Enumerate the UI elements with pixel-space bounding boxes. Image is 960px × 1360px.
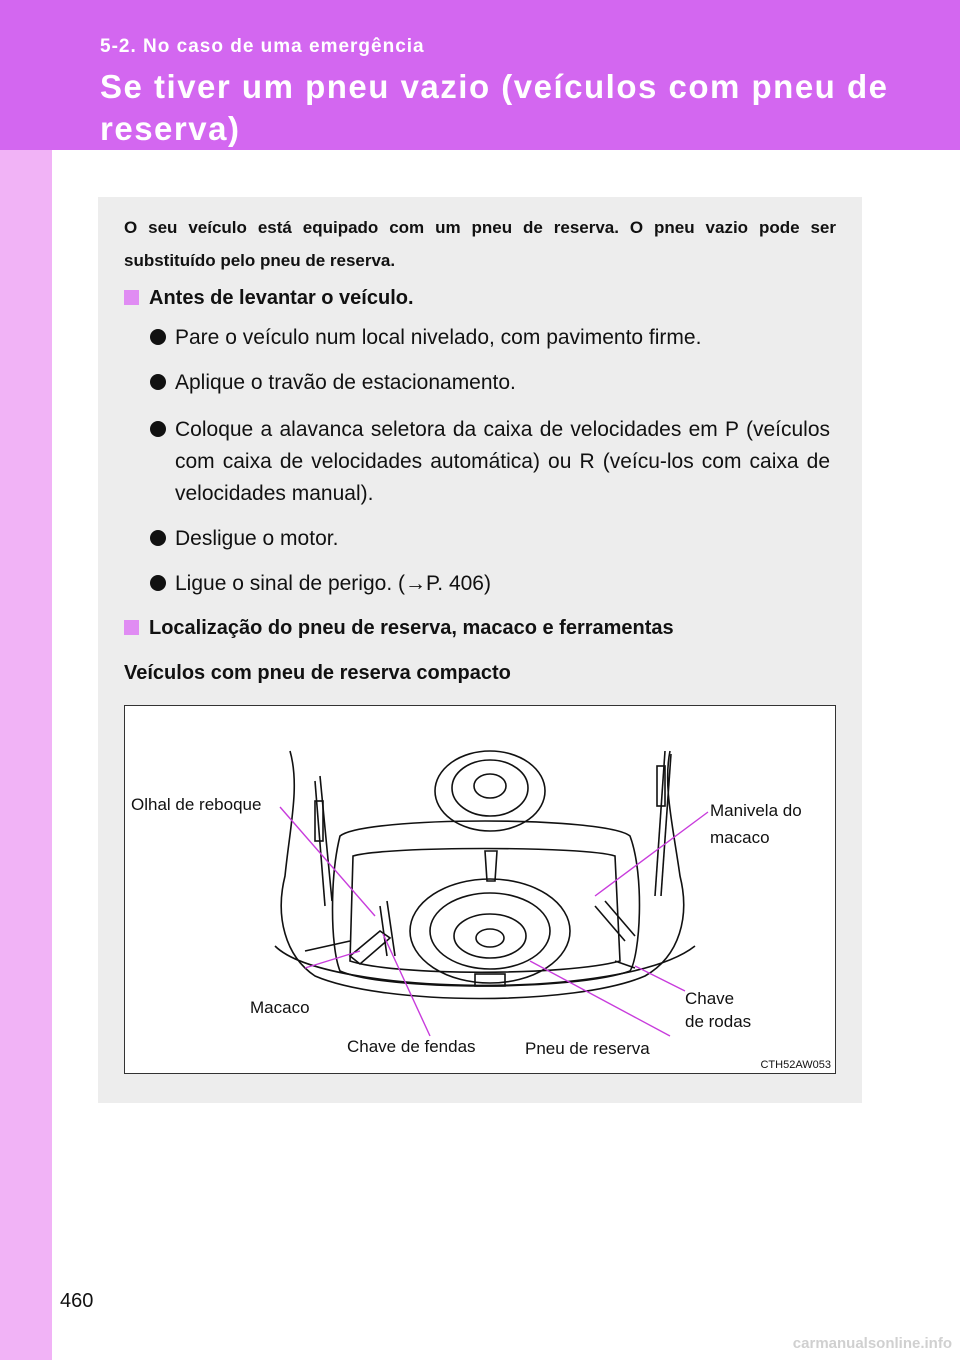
bullet-item: Desligue o motor. [150, 523, 830, 555]
figure-code: CTH52AW053 [760, 1059, 831, 1071]
label-spare-tire: Pneu de reserva [525, 1039, 650, 1058]
intro-paragraph: O seu veículo está equipado com um pneu de reserva. O pneu vazio pode ser substituído pelo pneu de reserva. [124, 218, 836, 270]
label-wheel-wrench-line1: Chave [685, 989, 735, 1008]
left-margin-strip [0, 150, 52, 1360]
label-jack: Macaco [250, 998, 310, 1017]
page-title: Se tiver um pneu vazio (veículos com pneu de reserva) [100, 68, 889, 147]
watermark: carmanualsonline.info [792, 1335, 952, 1352]
label-jack-handle-line1: Manivela do [710, 801, 802, 820]
label-tow-eye: Olhal de reboque [131, 795, 262, 814]
bullet-item: Pare o veículo num local nivelado, com pavimento firme. [150, 322, 830, 354]
subheading-compact-spare: Veículos com pneu de reserva compacto [124, 662, 511, 684]
bullet-item: Ligue o sinal de perigo. (→P. 406) [150, 568, 830, 600]
bullet-item-multiline: Coloque a alavanca seletora da caixa de velocidades em P (veículos com caixa de velocidades automática) ou R (veícu-los com caixa de velocidades manual). [150, 414, 830, 510]
label-jack-handle-line2: macaco [710, 828, 770, 847]
heading-location: Localização do pneu de reserva, macaco e ferramentas [124, 617, 674, 640]
label-wheel-wrench-line2: de rodas [685, 1012, 752, 1031]
circle-bullet-icon [150, 530, 166, 546]
circle-bullet-icon [150, 329, 166, 345]
page-number: 460 [60, 1290, 94, 1312]
square-bullet-icon [124, 290, 139, 305]
circle-bullet-icon [150, 421, 166, 437]
page-header [0, 0, 960, 150]
section-label: 5-2. No caso de uma emergência [100, 36, 425, 57]
bullet-item: Aplique o travão de estacionamento. [150, 367, 830, 399]
circle-bullet-icon [150, 374, 166, 390]
heading-before-lifting: Antes de levantar o veículo. [124, 287, 414, 310]
trunk-illustration [124, 705, 836, 1074]
circle-bullet-icon [150, 575, 166, 591]
label-screwdriver: Chave de fendas [347, 1037, 476, 1056]
square-bullet-icon [124, 620, 139, 635]
